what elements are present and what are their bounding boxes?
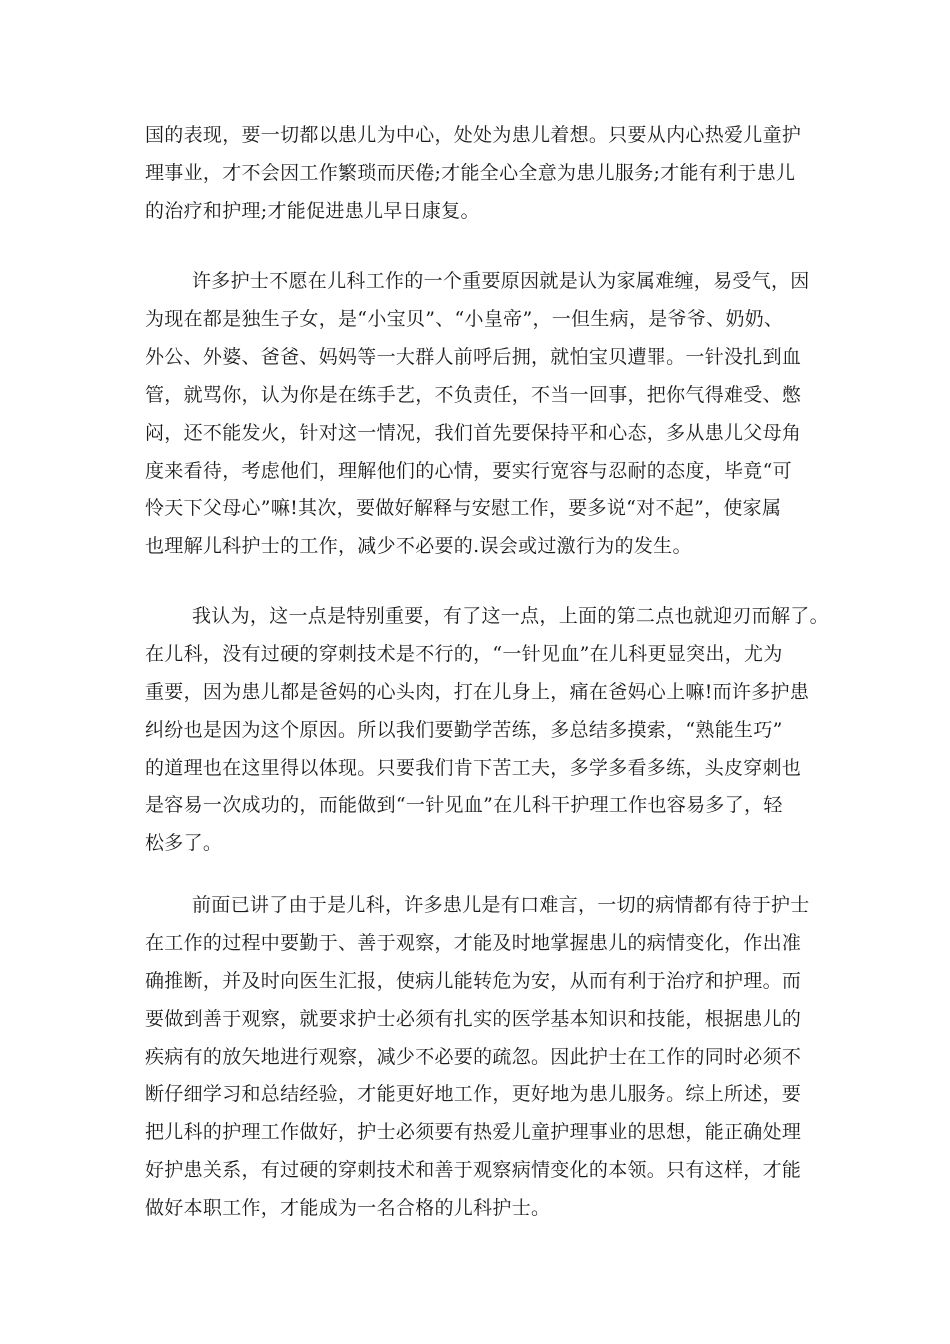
paragraph-3-line-2: 在儿科，没有过硬的穿刺技术是不行的，“一针见血”在儿科更显突出，尤为 <box>145 643 783 665</box>
paragraph-3-line-6: 是容易一次成功的，而能做到“一针见血”在儿科干护理工作也容易多了，轻 <box>145 794 783 816</box>
paragraph-2-line-3: 外公、外婆、爸爸、妈妈等一大群人前呼后拥，就怕宝贝遭罪。一针没扎到血 <box>145 346 802 368</box>
paragraph-1-line-1: 国的表现，要一切都以患儿为中心，处处为患儿着想。只要从内心热爱儿童护 <box>145 124 802 146</box>
paragraph-2-line-5: 闷，还不能发火，针对这一情况，我们首先要保持平和心态，多从患儿父母角 <box>145 422 802 444</box>
paragraph-4-line-7: 把儿科的护理工作做好，护士必须要有热爱儿童护理事业的思想，能正确处理 <box>145 1121 802 1143</box>
paragraph-3-line-5: 的道理也在这里得以体现。只要我们肯下苦工夫，多学多看多练，头皮穿刺也 <box>145 757 802 779</box>
paragraph-2-line-7: 怜天下父母心”嘛!其次，要做好解释与安慰工作，要多说“对不起”，使家属 <box>145 497 782 519</box>
paragraph-2-line-6: 度来看待，考虑他们，理解他们的心情，要实行宽容与忍耐的态度，毕竟“可 <box>145 460 792 482</box>
paragraph-1-line-2: 理事业，才不会因工作繁琐而厌倦;才能全心全意为患儿服务;才能有利于患儿 <box>145 162 796 184</box>
paragraph-3-line-3: 重要，因为患儿都是爸妈的心头肉，打在儿身上，痛在爸妈心上嘛!而许多护患 <box>145 681 810 703</box>
paragraph-2-line-8: 也理解儿科护士的工作，减少不必要的.误会或过激行为的发生。 <box>145 535 692 557</box>
paragraph-3-line-7: 松多了。 <box>145 832 223 854</box>
paragraph-4-line-5: 疾病有的放矢地进行观察，减少不必要的疏忽。因此护士在工作的同时必须不 <box>145 1046 802 1068</box>
paragraph-4-line-1: 前面已讲了由于是儿科，许多患儿是有口难言，一切的病情都有待于护士 <box>192 894 810 916</box>
paragraph-4-line-8: 好护患关系，有过硬的穿刺技术和善于观察病情变化的本领。只有这样，才能 <box>145 1159 802 1181</box>
paragraph-3-line-1: 我认为，这一点是特别重要，有了这一点，上面的第二点也就迎刃而解了。 <box>192 605 829 627</box>
paragraph-2-line-1: 许多护士不愿在儿科工作的一个重要原因就是认为家属难缠，易受气，因 <box>192 270 810 292</box>
paragraph-2-line-2: 为现在都是独生子女，是“小宝贝”、“小皇帝”，一但生病，是爷爷、奶奶、 <box>145 308 784 330</box>
paragraph-3-line-4: 纠纷也是因为这个原因。所以我们要勤学苦练，多总结多摸索，“熟能生巧” <box>145 719 783 741</box>
paragraph-4-line-2: 在工作的过程中要勤于、善于观察，才能及时地掌握患儿的病情变化，作出准 <box>145 932 802 954</box>
paragraph-4-line-9: 做好本职工作，才能成为一名合格的儿科护士。 <box>145 1197 551 1219</box>
paragraph-4-line-4: 要做到善于观察，就要求护士必须有扎实的医学基本知识和技能，根据患儿的 <box>145 1008 802 1030</box>
paragraph-4-line-6: 断仔细学习和总结经验，才能更好地工作，更好地为患儿服务。综上所述，要 <box>145 1083 802 1105</box>
paragraph-2-line-4: 管，就骂你，认为你是在练手艺，不负责任，不当一回事，把你气得难受、憋 <box>145 384 802 406</box>
paragraph-4-line-3: 确推断，并及时向医生汇报，使病儿能转危为安，从而有利于治疗和护理。而 <box>145 970 802 992</box>
paragraph-1-line-3: 的治疗和护理;才能促进患儿早日康复。 <box>145 200 480 222</box>
